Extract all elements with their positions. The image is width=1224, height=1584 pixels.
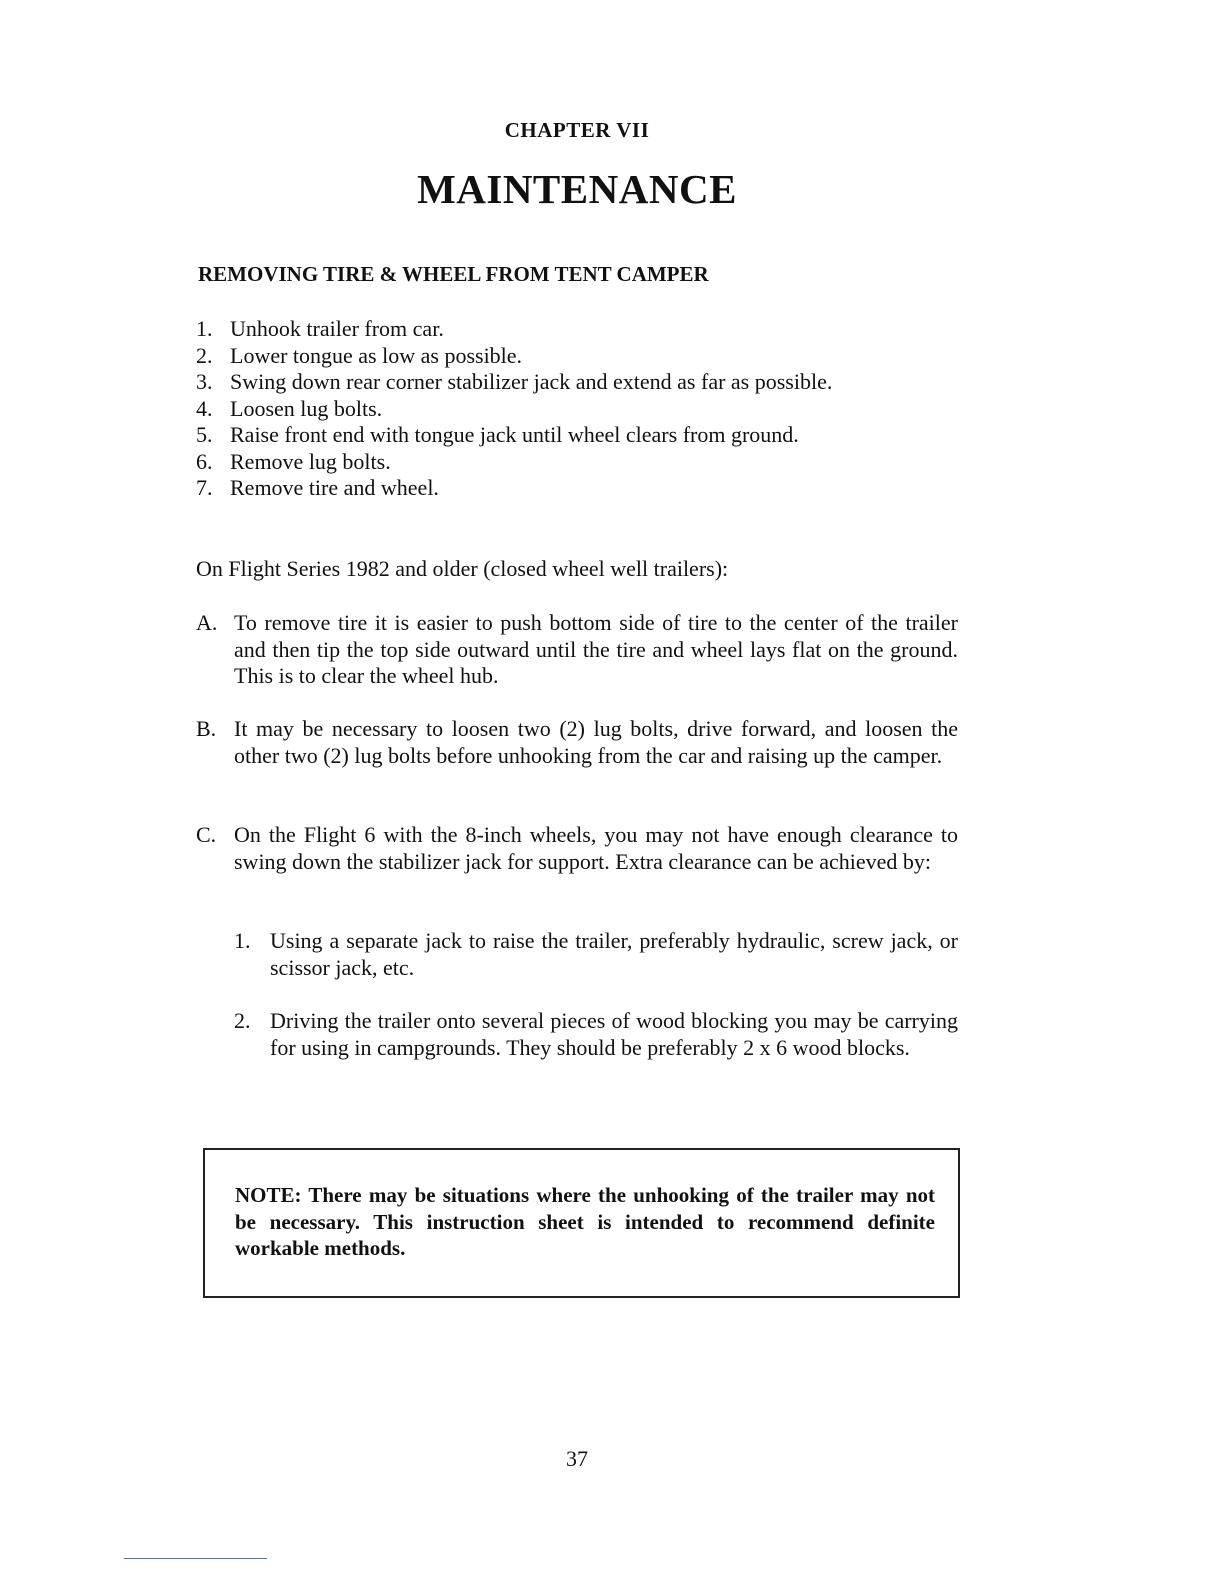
- sub-item-2: [234, 1008, 958, 1061]
- list-marker: C.: [196, 822, 217, 847]
- list-marker: 6.: [196, 448, 213, 474]
- chapter-label: CHAPTER VII: [504, 118, 650, 142]
- list-marker: 2.: [234, 1008, 251, 1033]
- list-item: [196, 449, 958, 476]
- list-marker: 4.: [196, 395, 213, 421]
- list-item-text: Remove tire and wheel.: [230, 475, 439, 500]
- page-number: 37: [566, 1446, 588, 1471]
- list-item-text: To remove tire it is easier to push bottom side of tire to the center of the trailer and then tip the top side outward until the tire and wheel lays flat on the ground. This is to clear the wheel hub.: [234, 610, 958, 688]
- list-marker: 1.: [234, 928, 251, 953]
- list-marker: 1.: [196, 316, 213, 341]
- list-item-text: Raise front end with tongue jack until wheel clears from ground.: [230, 422, 799, 447]
- list-item: [196, 475, 958, 502]
- list-marker: 2.: [196, 342, 213, 368]
- lettered-item-a: [196, 610, 958, 690]
- list-item: [196, 369, 958, 396]
- intro-text: On Flight Series 1982 and older (closed wheel well trailers):: [196, 556, 729, 581]
- lettered-item-c: [196, 822, 958, 875]
- list-marker: 5.: [196, 422, 213, 447]
- list-item-text: Remove lug bolts.: [230, 448, 391, 474]
- list-item-text: On the Flight 6 with the 8-inch wheels, you may not have enough clearance to swing down the stabilizer jack for support. Extra clearance can be achieved by:: [234, 822, 958, 874]
- list-item: [196, 343, 958, 370]
- list-marker: B.: [196, 716, 217, 741]
- list-marker: 3.: [196, 369, 213, 394]
- page-title: MAINTENANCE: [417, 166, 737, 212]
- list-item-text: Lower tongue as low as possible.: [230, 342, 523, 368]
- lettered-item-b: [196, 716, 958, 769]
- steps-list: [196, 316, 958, 502]
- list-item-text: Using a separate jack to raise the trailer, preferably hydraulic, screw jack, or scissor jack, etc.: [270, 928, 958, 980]
- list-item-text: Driving the trailer onto several pieces of wood blocking you may be carrying for using in campgrounds. They should be preferably 2 x 6 wood blocks.: [270, 1008, 958, 1060]
- list-item: [196, 422, 958, 449]
- list-item: [196, 396, 958, 423]
- list-marker: 7.: [196, 475, 213, 500]
- list-item-text: It may be necessary to loosen two (2) lug bolts, drive forward, and loosen the other two (2) lug bolts before unhooking from the car and raising up the camper.: [234, 716, 958, 768]
- note-box: [203, 1148, 960, 1298]
- list-item-text: Loosen lug bolts.: [230, 395, 383, 421]
- list-item-text: Unhook trailer from car.: [230, 316, 444, 341]
- list-marker: A.: [196, 610, 218, 635]
- section-heading: REMOVING TIRE & WHEEL FROM TENT CAMPER: [198, 262, 709, 286]
- list-item-text: Swing down rear corner stabilizer jack and extend as far as possible.: [230, 369, 833, 394]
- list-item: [196, 316, 958, 343]
- divider: [124, 1558, 267, 1559]
- sub-item-1: [234, 928, 958, 981]
- note-text: NOTE: There may be situations where the unhooking of the trailer may not be necessary. This instruction sheet is intended to recommend definite workable methods.: [235, 1183, 935, 1260]
